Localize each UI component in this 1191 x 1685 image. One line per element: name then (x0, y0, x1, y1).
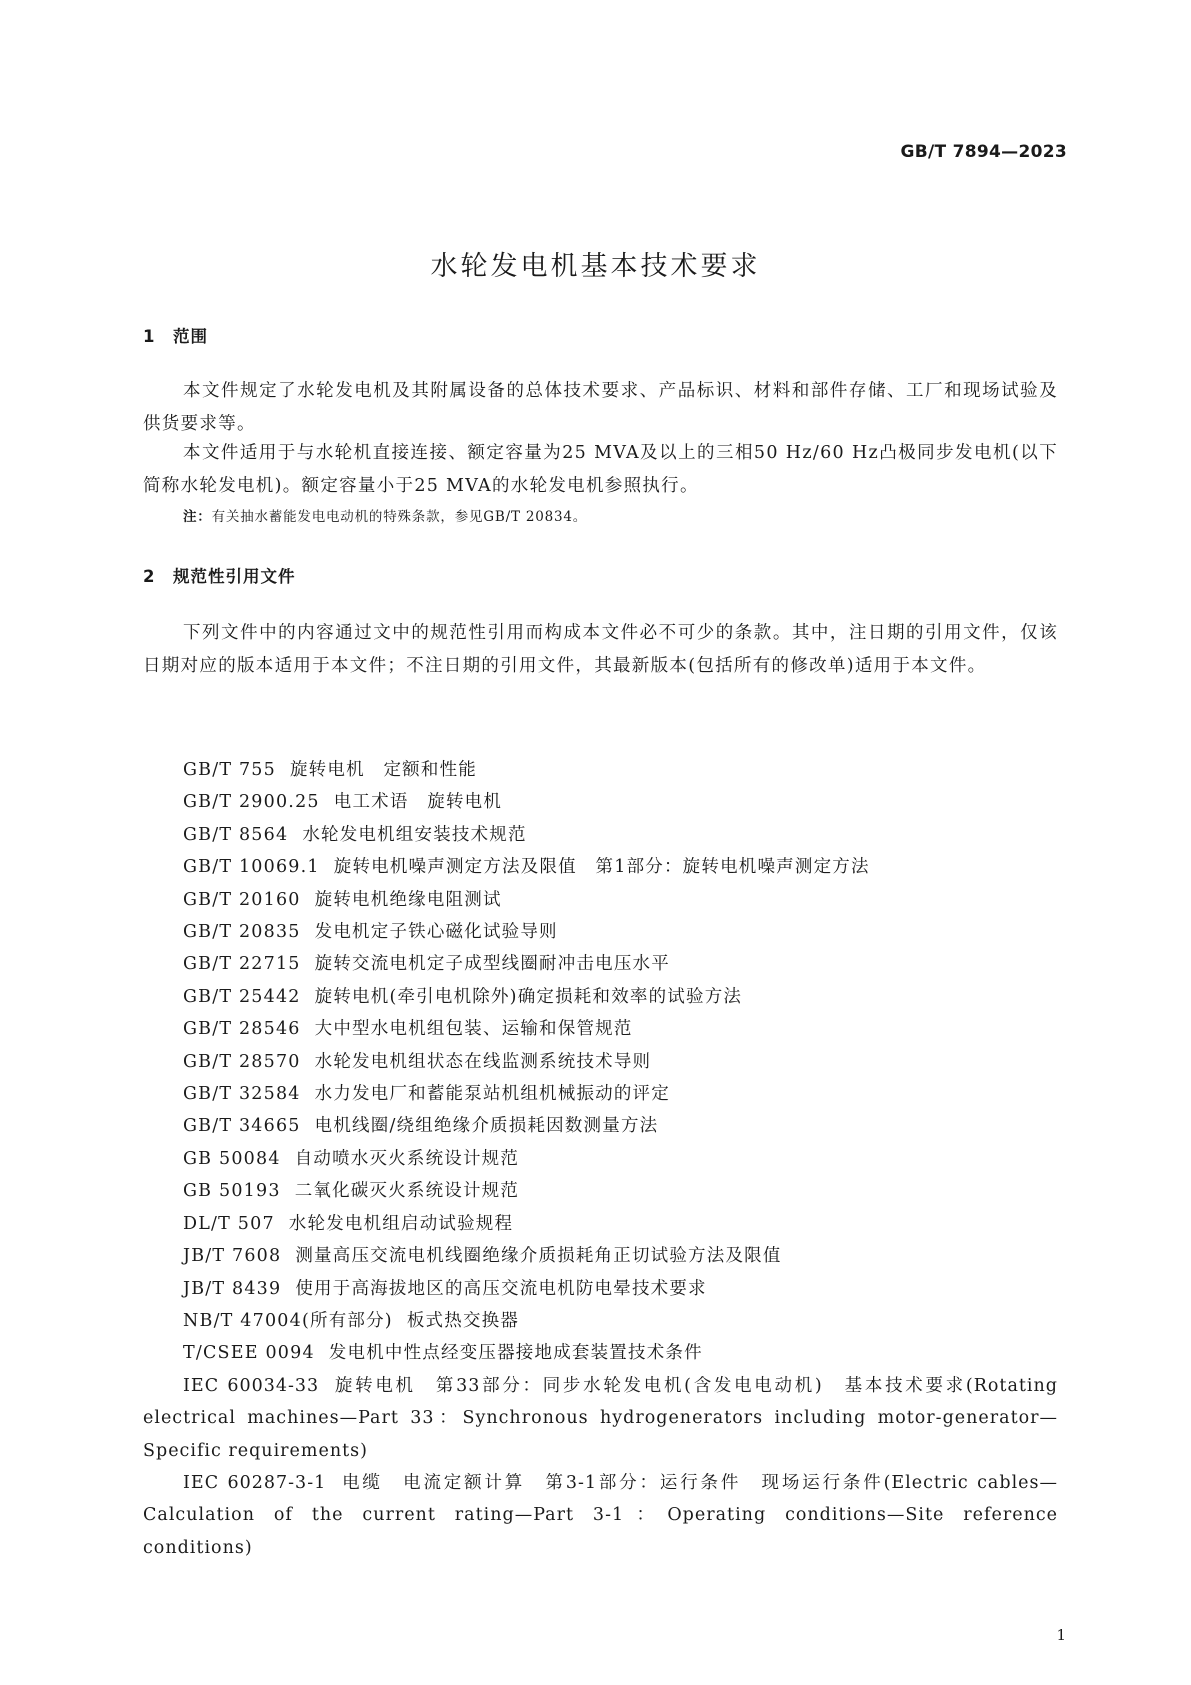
reference-title: 水力发电厂和蓄能泵站机组机械振动的评定 (314, 1084, 670, 1105)
reference-code: T/CSEE 0094 (183, 1343, 315, 1364)
page-number: 1 (1056, 1626, 1066, 1644)
note-label: 注： (183, 509, 212, 525)
section-1-paragraph-1: 本文件规定了水轮发电机及其附属设备的总体技术要求、产品标识、材料和部件存储、工厂和现场试验及供货要求等。 (143, 381, 1058, 434)
reference-title: 电机线圈/绕组绝缘介质损耗因数测量方法 (314, 1116, 659, 1137)
section-1-note (183, 505, 587, 525)
reference-item (143, 1208, 1058, 1240)
section-1-heading (143, 323, 208, 347)
reference-code: GB/T 25442 (183, 986, 301, 1007)
reference-item-iec-60287-3-1 (143, 1467, 1058, 1564)
reference-item (143, 754, 1058, 786)
reference-title: 水轮发电机组安装技术规范 (302, 824, 527, 845)
reference-code: NB/T 47004(所有部分) (183, 1310, 393, 1331)
reference-code: IEC 60034-33 (183, 1375, 320, 1396)
reference-title: 旋转电机 定额和性能 (289, 760, 477, 780)
reference-title: 板式热交换器 (406, 1310, 520, 1331)
reference-code: JB/T 8439 (183, 1278, 282, 1299)
reference-item (143, 1273, 1058, 1305)
reference-item (143, 1175, 1058, 1207)
reference-code: GB/T 28546 (183, 1019, 301, 1040)
section-number: 2 (143, 567, 155, 586)
reference-code: JB/T 7608 (183, 1246, 282, 1267)
reference-code: GB/T 20835 (183, 922, 301, 943)
standard-id: GB/T 7894—2023 (900, 142, 1067, 162)
reference-item (143, 1337, 1058, 1369)
note-text: 有关抽水蓄能发电电动机的特殊条款，参见GB/T 20834。 (211, 509, 588, 525)
reference-code: GB 50193 (183, 1181, 281, 1202)
section-title: 规范性引用文件 (173, 567, 296, 586)
section-2-intro: 下列文件中的内容通过文中的规范性引用而构成本文件必不可少的条款。其中，注日期的引用文件，仅该日期对应的版本适用于本文件；不注日期的引用文件，其最新版本(包括所有的修改单)适用于本文件。 (143, 623, 1058, 676)
document-title: 水轮发电机基本技术要求 (430, 251, 761, 282)
reference-item (143, 1078, 1058, 1110)
reference-code: GB 50084 (183, 1148, 281, 1169)
reference-title: 旋转电机(牵引电机除外)确定损耗和效率的试验方法 (314, 986, 743, 1007)
reference-item-iec-60034-33 (143, 1370, 1058, 1467)
reference-item (143, 884, 1058, 916)
reference-item (143, 981, 1058, 1013)
reference-item (143, 1240, 1058, 1272)
reference-item (143, 1143, 1058, 1175)
reference-item (143, 786, 1058, 818)
section-2-heading (143, 563, 296, 587)
reference-code: DL/T 507 (183, 1213, 275, 1234)
reference-code: GB/T 32584 (183, 1084, 301, 1105)
reference-code: GB/T 2900.25 (183, 792, 320, 813)
reference-code: GB/T 8564 (183, 824, 289, 845)
reference-title: 测量高压交流电机线圈绝缘介质损耗角正切试验方法及限值 (295, 1246, 782, 1267)
reference-title: 电缆 电流定额计算 第3-1部分：运行条件 现场运行条件(Electric cables—Calculation of the current rating—Part 3-1：Operating conditions—Site reference conditions) (143, 1472, 1059, 1558)
reference-code: GB/T 10069.1 (183, 857, 320, 878)
reference-list (143, 754, 1058, 1564)
reference-item (143, 1013, 1058, 1045)
reference-code: GB/T 28570 (183, 1051, 301, 1072)
reference-code: GB/T 755 (183, 760, 276, 780)
reference-item (143, 819, 1058, 851)
reference-title: 旋转交流电机定子成型线圈耐冲击电压水平 (314, 954, 670, 975)
reference-item (143, 948, 1058, 980)
reference-title: 水轮发电机组状态在线监测系统技术导则 (314, 1051, 652, 1072)
reference-item (143, 916, 1058, 948)
reference-title: 自动喷水灭火系统设计规范 (294, 1148, 520, 1169)
reference-title: 旋转电机绝缘电阻测试 (314, 889, 502, 910)
reference-title: 二氧化碳灭火系统设计规范 (294, 1181, 520, 1202)
reference-item (143, 851, 1058, 883)
reference-item (143, 1110, 1058, 1142)
section-1-paragraph-2: 本文件适用于与水轮机直接连接、额定容量为25 MVA及以上的三相50 Hz/60 Hz凸极同步发电机(以下简称水轮发电机)。额定容量小于25 MVA的水轮发电机参照执行。 (143, 443, 1058, 496)
reference-title: 水轮发电机组启动试验规程 (288, 1213, 514, 1234)
reference-code: GB/T 34665 (183, 1116, 301, 1137)
reference-code: GB/T 22715 (183, 954, 301, 975)
reference-title: 大中型水电机组包装、运输和保管规范 (314, 1019, 633, 1040)
reference-title: 发电机定子铁心磁化试验导则 (314, 922, 558, 943)
reference-code: IEC 60287-3-1 (183, 1472, 327, 1493)
section-number: 1 (143, 327, 155, 346)
reference-title: 旋转电机噪声测定方法及限值 第1部分：旋转电机噪声测定方法 (333, 857, 870, 878)
reference-code: GB/T 20160 (183, 889, 301, 910)
reference-title: 使用于高海拔地区的高压交流电机防电晕技术要求 (295, 1278, 707, 1299)
reference-item (143, 1046, 1058, 1078)
reference-title: 电工术语 旋转电机 (333, 792, 503, 813)
reference-item (143, 1305, 1058, 1337)
reference-title: 旋转电机 第33部分：同步水轮发电机(含发电电动机) 基本技术要求(Rotating electrical machines—Part 33：Synchronous hydrogenerators including motor-generator—Specific requirements) (143, 1375, 1058, 1461)
section-title: 范围 (173, 327, 208, 346)
reference-title: 发电机中性点经变压器接地成套装置技术条件 (328, 1343, 703, 1364)
